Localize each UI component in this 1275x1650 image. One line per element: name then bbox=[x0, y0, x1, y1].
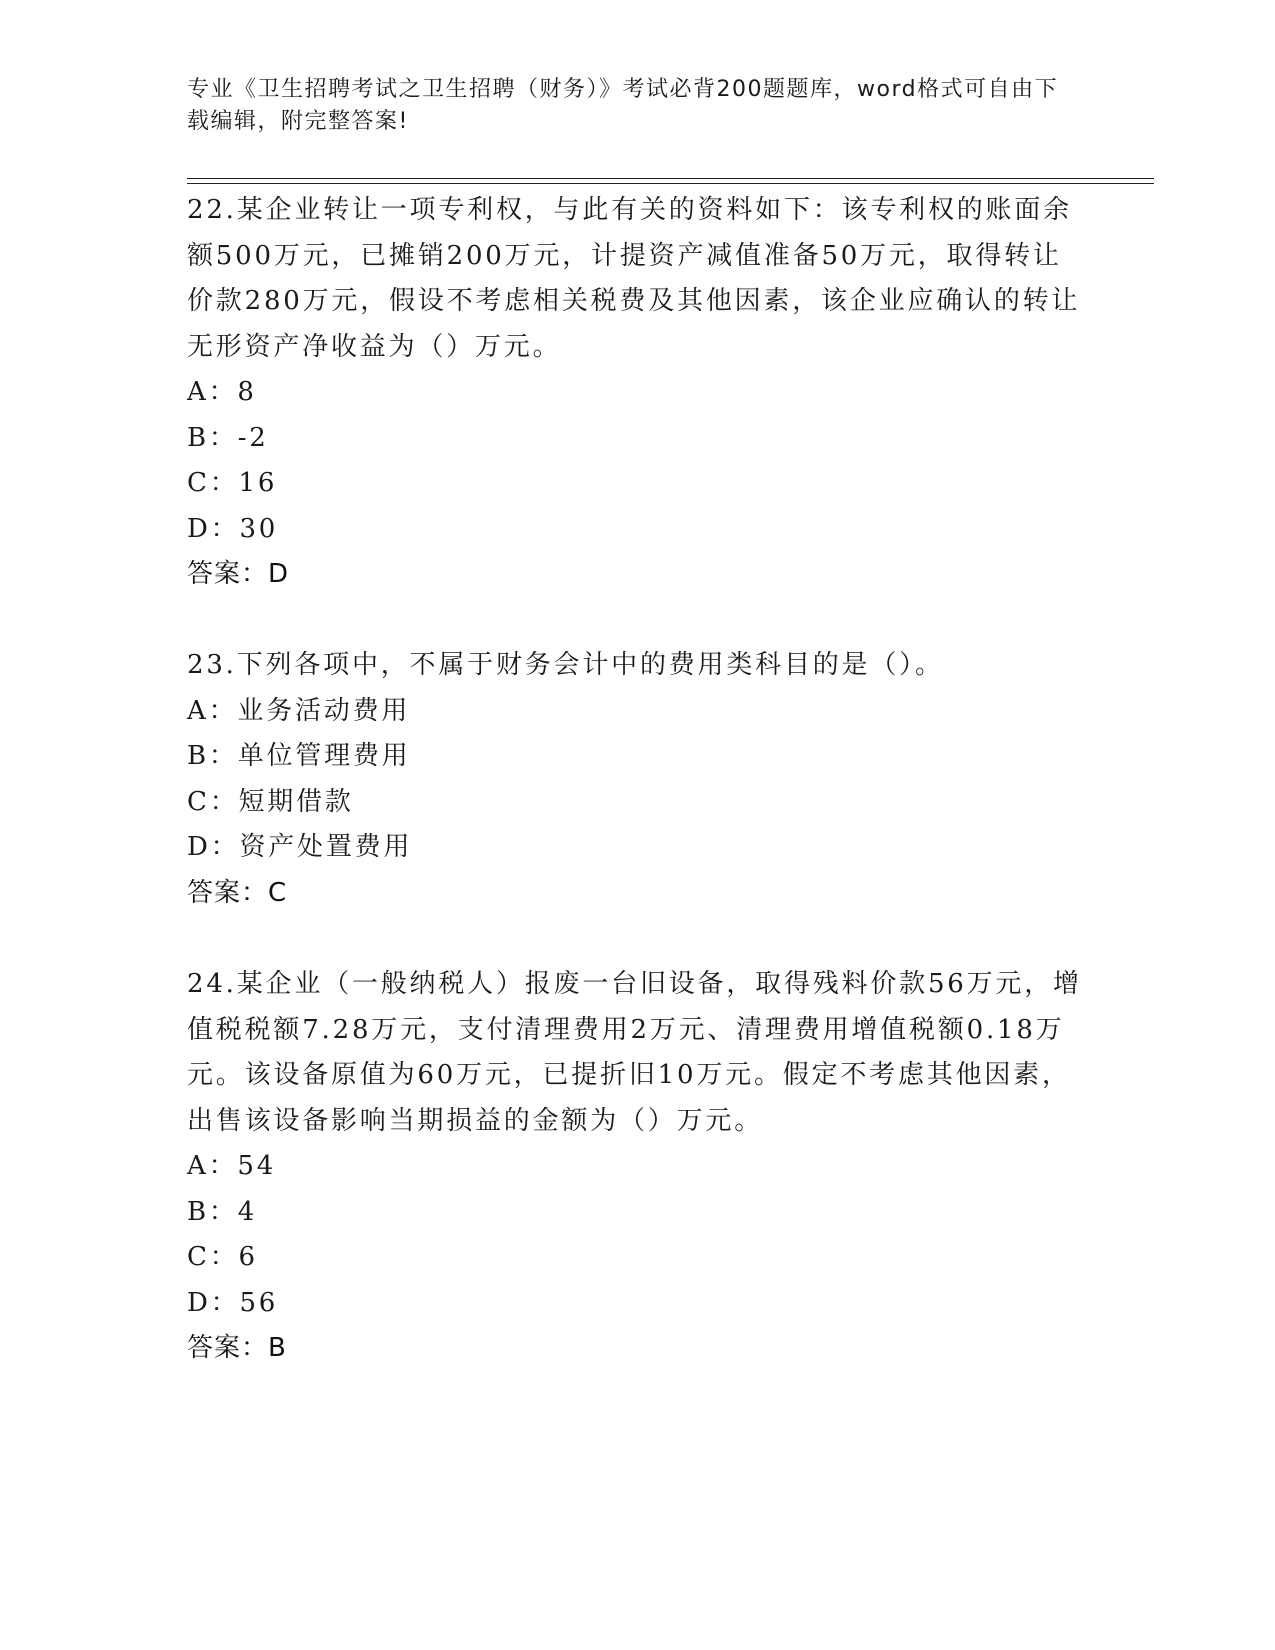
question-stem: 24.某企业（一般纳税人）报废一台旧设备，取得残料价款56万元，增值税税额7.28万元，支付清理费用2万元、清理费用增值税额0.18万元。该设备原值为60万元，已提折旧10万元。假定不考虑其他因素，出售该设备影响当期损益的金额为（）万元。 bbox=[187, 969, 1082, 1136]
option-b: B：-2 bbox=[187, 422, 269, 453]
header-divider bbox=[187, 178, 1154, 184]
answer: 答案：C bbox=[187, 877, 288, 908]
header-title: 专业《卫生招聘考试之卫生招聘（财务）》考试必背200题题库，word格式可自由下载编辑，附完整答案! bbox=[187, 77, 1059, 134]
option-c: C：6 bbox=[187, 1242, 258, 1272]
question-23 bbox=[187, 643, 1087, 916]
option-a: A：54 bbox=[187, 1151, 277, 1181]
answer: 答案：B bbox=[187, 1333, 287, 1363]
question-stem: 22.某企业转让一项专利权，与此有关的资料如下：该专利权的账面余额500万元，已摊销200万元，计提资产减值准备50万元，取得转让价款280万元，假设不考虑相关税费及其他因素，该企业应确认的转让无形资产净收益为（）万元。 bbox=[187, 195, 1081, 362]
question-stem: 23.下列各项中，不属于财务会计中的费用类科目的是（）。 bbox=[187, 650, 944, 680]
option-b: B：4 bbox=[187, 1196, 258, 1227]
option-d: D：资产处置费用 bbox=[187, 832, 413, 862]
answer: 答案：D bbox=[187, 559, 290, 589]
option-c: C：短期借款 bbox=[187, 786, 354, 817]
option-d: D：30 bbox=[187, 513, 279, 544]
document-header bbox=[187, 74, 1067, 138]
option-d: D：56 bbox=[187, 1287, 279, 1318]
option-a: A：8 bbox=[187, 377, 257, 407]
option-a: A：业务活动费用 bbox=[187, 695, 411, 726]
question-22 bbox=[187, 188, 1087, 598]
option-b: B：单位管理费用 bbox=[187, 741, 411, 771]
option-c: C：16 bbox=[187, 468, 278, 498]
question-24 bbox=[187, 962, 1087, 1372]
